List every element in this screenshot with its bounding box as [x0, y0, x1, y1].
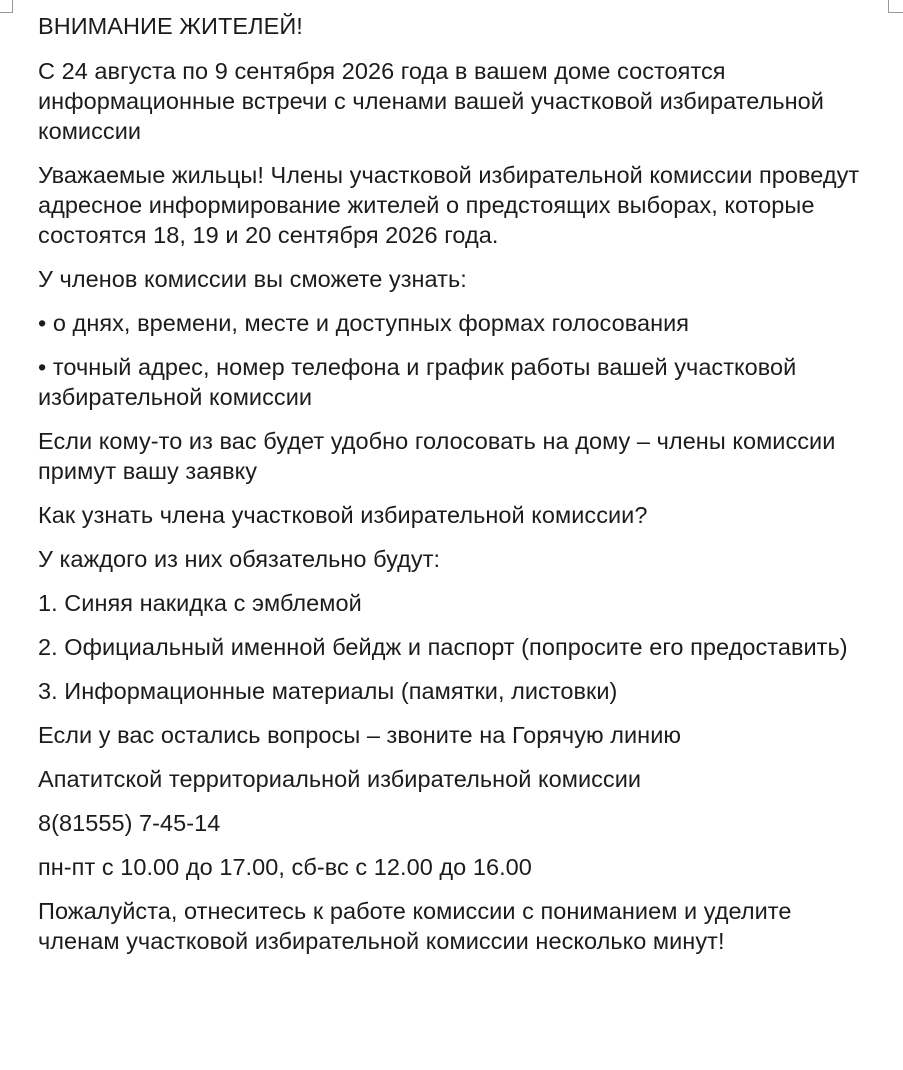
identify-member-question: Как узнать члена участковой избирательной комиссии?: [38, 502, 648, 528]
item-blue-cape: 1. Синяя накидка с эмблемой: [38, 590, 362, 616]
phone-number: 8(81555) 7-45-14: [38, 810, 221, 836]
working-hours: пн-пт с 10.00 до 17.00, сб-вс с 12.00 до 16.00: [38, 854, 532, 880]
bullet-commission-contacts: • точный адрес, номер телефона и график работы вашей участковой избирательной комиссии: [38, 354, 797, 410]
document-body: [38, 11, 878, 970]
home-voting-paragraph: Если кому-то из вас будет удобно голосовать на дому – члены комиссии примут вашу заявку: [38, 428, 836, 484]
hotline-paragraph: Если у вас остались вопросы – звоните на Горячую линию: [38, 722, 682, 748]
residents-address-paragraph: Уважаемые жильцы! Члены участковой избирательной комиссии проведут адресное информирование жителей о предстоящих выборах, которые состоятся 18, 19 и 20 сентября 2026 года.: [38, 162, 860, 248]
closing-request-paragraph: Пожалуйста, отнеситесь к работе комиссии с пониманием и уделите членам участковой избирательной комиссии несколько минут!: [38, 898, 792, 954]
info-intro-paragraph: У членов комиссии вы сможете узнать:: [38, 266, 467, 292]
page-corner-mark-right: [888, 0, 903, 13]
page-corner-mark-left: [0, 0, 13, 13]
commission-name-paragraph: Апатитской территориальной избирательной комиссии: [38, 766, 642, 792]
meeting-dates-paragraph: С 24 августа по 9 сентября 2026 года в вашем доме состоятся информационные встречи с членами вашей участковой избирательной комиссии: [38, 58, 824, 144]
bullet-voting-forms: • о днях, времени, месте и доступных формах голосования: [38, 310, 690, 336]
item-info-materials: 3. Информационные материалы (памятки, листовки): [38, 678, 618, 704]
notice-title: ВНИМАНИЕ ЖИТЕЛЕЙ!: [38, 13, 303, 39]
identify-member-intro: У каждого из них обязательно будут:: [38, 546, 441, 572]
item-badge-passport: 2. Официальный именной бейдж и паспорт (попросите его предоставить): [38, 634, 848, 660]
